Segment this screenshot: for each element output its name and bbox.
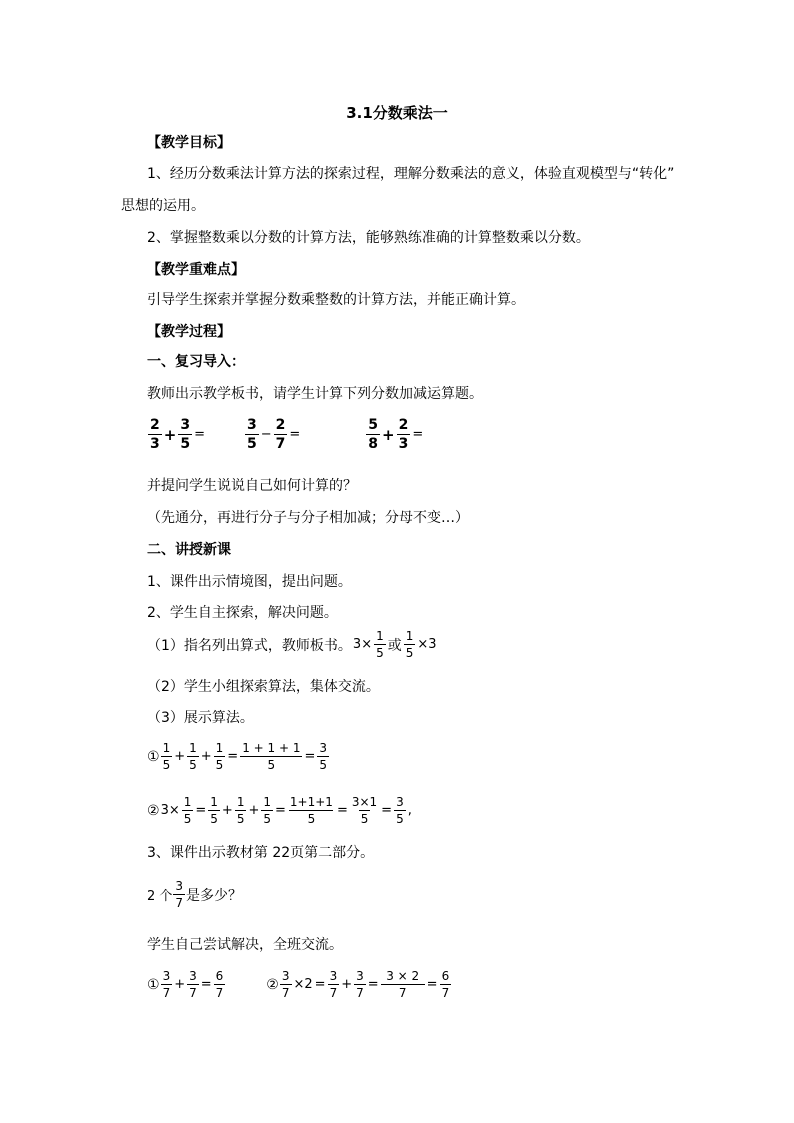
step-2: 2、学生自主探索，解决问题。: [147, 605, 338, 621]
sub-step-3: （3）展示算法。: [147, 710, 254, 726]
fraction: $\frac{3}{5}$: [246, 417, 257, 452]
fraction: $\frac{3}{7}$: [329, 969, 338, 1000]
goal-1-line-1: 1、经历分数乘法计算方法的探索过程，理解分数乘法的意义，体验直观模型与“转化”: [147, 166, 675, 182]
fraction: $\frac{5}{8}$: [368, 417, 379, 452]
fraction: $\frac{3}{7}$: [175, 879, 184, 910]
fraction: $\frac{2}{3}$: [398, 417, 409, 452]
part-2-heading: 二、讲授新课: [147, 542, 231, 558]
goals-heading: 【教学目标】: [147, 135, 231, 151]
fraction: $\frac{1 + 1 + 1}{5}$: [242, 741, 301, 772]
fraction: $\frac{3\times 1}{5}$: [351, 795, 378, 826]
fraction: $\frac{1}{5}$: [263, 795, 272, 826]
try-text: 学生自己尝试解决，全班交流。: [147, 937, 343, 953]
fraction: $\frac{3}{5}$: [180, 417, 191, 452]
page-title: 3.1分数乘法一: [346, 104, 448, 122]
fraction: $\frac{1}{5}$: [210, 795, 218, 826]
sub-step-2: （2）学生小组探索算法，集体交流。: [147, 679, 380, 695]
fraction: $\frac{1}{5}$: [236, 795, 245, 826]
fraction: $\frac{2}{3}$: [150, 417, 160, 452]
ask-text: 并提问学生说说自己如何计算的？: [147, 478, 357, 494]
review-expressions: $\frac{2}{3}$ + $\frac{3}{5}$ = $\frac{3}{5}$ − $\frac{2}{7}$ = $\frac{5}{8}$ + $\frac{2}{3}$ =: [150, 417, 424, 452]
fraction: $\frac{1}{5}$: [376, 629, 384, 660]
fraction: $\frac{1}{5}$: [189, 741, 197, 772]
goal-1-line-2: 思想的运用。: [121, 198, 205, 214]
goal-2: 2、掌握整数乘以分数的计算方法，能够熟练准确的计算整数乘以分数。: [147, 230, 590, 246]
method-2: ② 3× $\frac{1}{5}$ = $\frac{1}{5}$ + $\frac{1}{5}$ + $\frac{1}{5}$ = $\frac{1+1+1}{5}$ = $\frac{3\times 1}{5}$ = $\frac{3}{5}$ ,: [147, 795, 412, 826]
method-1: ① $\frac{1}{5}$ + $\frac{1}{5}$ + $\frac{1}{5}$ = $\frac{1 + 1 + 1}{5}$ = $\frac{3}{5}$: [147, 741, 328, 772]
fraction: $\frac{3 \times 2}{7}$: [381, 970, 425, 999]
step-1: 1、课件出示情境图，提出问题。: [147, 574, 352, 590]
process-heading: 【教学过程】: [147, 324, 231, 340]
fraction: $\frac{3}{5}$: [396, 795, 404, 826]
step-3: 3、课件出示教材第 22页第二部分。: [147, 845, 375, 861]
fraction: $\frac{3}{7}$: [356, 969, 364, 1000]
key-heading: 【教学重难点】: [147, 262, 245, 278]
fraction: $\frac{6}{7}$: [215, 969, 224, 1000]
fraction: $\frac{3}{7}$: [281, 969, 290, 1000]
fraction: $\frac{1}{5}$: [215, 741, 224, 772]
fraction: $\frac{3}{7}$: [189, 969, 197, 1000]
fraction: $\frac{2}{7}$: [275, 417, 286, 452]
fraction: $\frac{1+1+1}{5}$: [289, 795, 333, 826]
sub-step-1: （1）指名列出算式，教师板书。 3× $\frac{1}{5}$ 或 $\frac{1}{5}$ ×3: [147, 629, 437, 660]
answer-text: （先通分，再进行分子与分子相加减；分母不变…）: [147, 510, 469, 526]
question: 2 个 $\frac{3}{7}$ 是多少？: [147, 879, 243, 910]
fraction: $\frac{6}{7}$: [441, 969, 450, 1000]
fraction: $\frac{3}{5}$: [319, 741, 328, 772]
fraction: $\frac{1}{5}$: [405, 629, 414, 660]
key-text: 引导学生探索并掌握分数乘整数的计算方法，并能正确计算。: [147, 292, 525, 308]
fraction: $\frac{1}{5}$: [162, 741, 171, 772]
method-3-4: ① $\frac{3}{7}$ + $\frac{3}{7}$ = $\frac{6}{7}$ ② $\frac{3}{7}$ ×2 = $\frac{3}{7}$ + $\frac{3}{7}$ = $\frac{3 \times 2}{7}$ = $\frac{6}{7}$: [147, 969, 450, 1000]
part-1-text: 教师出示教学板书，请学生计算下列分数加减运算题。: [147, 386, 483, 402]
fraction: $\frac{3}{7}$: [162, 969, 171, 1000]
fraction: $\frac{1}{5}$: [183, 795, 192, 826]
part-1-heading: 一、复习导入：: [147, 354, 245, 370]
